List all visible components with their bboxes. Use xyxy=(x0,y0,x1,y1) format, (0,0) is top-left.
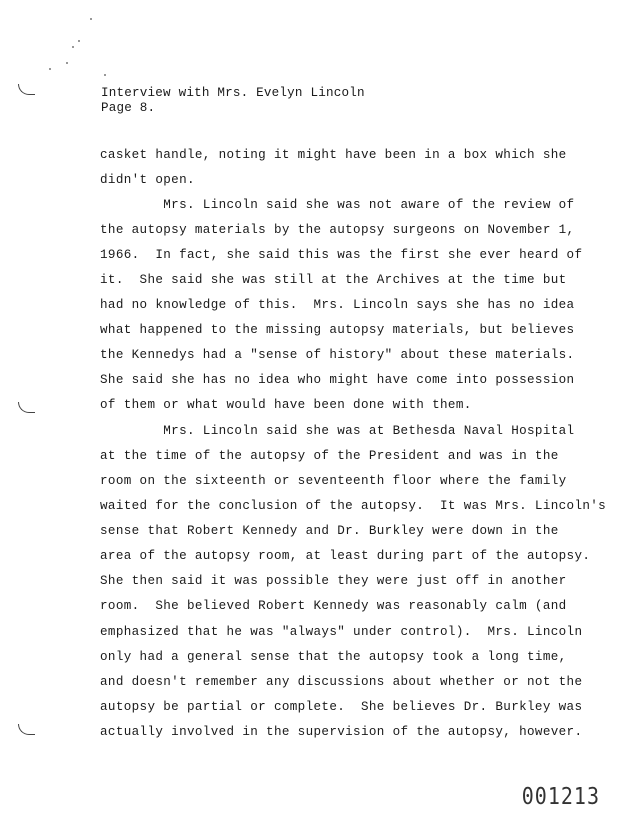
text-line: sense that Robert Kennedy and Dr. Burkley were down in the xyxy=(100,524,559,538)
text-line: waited for the conclusion of the autopsy. It was Mrs. Lincoln's xyxy=(100,499,607,513)
text-line: Mrs. Lincoln said she was at Bethesda Naval Hospital xyxy=(100,424,575,438)
document-header xyxy=(101,86,365,116)
scan-speck xyxy=(78,40,80,42)
text-line: She then said it was possible they were just off in another xyxy=(100,574,567,588)
text-line: Mrs. Lincoln said she was not aware of the review of xyxy=(100,198,575,212)
text-line: and doesn't remember any discussions about whether or not the xyxy=(100,675,583,689)
text-line: the autopsy materials by the autopsy surgeons on November 1, xyxy=(100,223,575,237)
text-line: casket handle, noting it might have been in a box which she xyxy=(100,148,567,162)
text-line: the Kennedys had a "sense of history" about these materials. xyxy=(100,348,575,362)
scan-speck xyxy=(66,62,68,64)
text-line: emphasized that he was "always" under control). Mrs. Lincoln xyxy=(100,625,583,639)
text-line: autopsy be partial or complete. She believes Dr. Burkley was xyxy=(100,700,583,714)
text-line: of them or what would have been done with them. xyxy=(100,398,472,412)
scan-speck xyxy=(104,74,106,76)
header-title: Interview with Mrs. Evelyn Lincoln xyxy=(101,86,365,100)
text-line: only had a general sense that the autopsy took a long time, xyxy=(100,650,567,664)
header-page-number: Page 8. xyxy=(101,101,156,115)
text-line: area of the autopsy room, at least during part of the autopsy. xyxy=(100,549,591,563)
text-line: at the time of the autopsy of the President and was in the xyxy=(100,449,559,463)
text-line: had no knowledge of this. Mrs. Lincoln says she has no idea xyxy=(100,298,575,312)
binder-hole-mark xyxy=(18,724,35,735)
text-line: what happened to the missing autopsy materials, but believes xyxy=(100,323,575,337)
scan-speck xyxy=(90,18,92,20)
document-control-number: 001213 xyxy=(521,782,600,810)
scan-speck xyxy=(49,68,51,70)
text-line: She said she has no idea who might have come into possession xyxy=(100,373,575,387)
text-line: didn't open. xyxy=(100,173,195,187)
text-line: room on the sixteenth or seventeenth floor where the family xyxy=(100,474,567,488)
binder-hole-mark xyxy=(18,402,35,413)
text-line: actually involved in the supervision of the autopsy, however. xyxy=(100,725,583,739)
binder-hole-mark xyxy=(18,84,35,95)
text-line: it. She said she was still at the Archives at the time but xyxy=(100,273,567,287)
text-line: room. She believed Robert Kennedy was reasonably calm (and xyxy=(100,599,567,613)
scan-speck xyxy=(72,46,74,48)
text-line: 1966. In fact, she said this was the first she ever heard of xyxy=(100,248,583,262)
